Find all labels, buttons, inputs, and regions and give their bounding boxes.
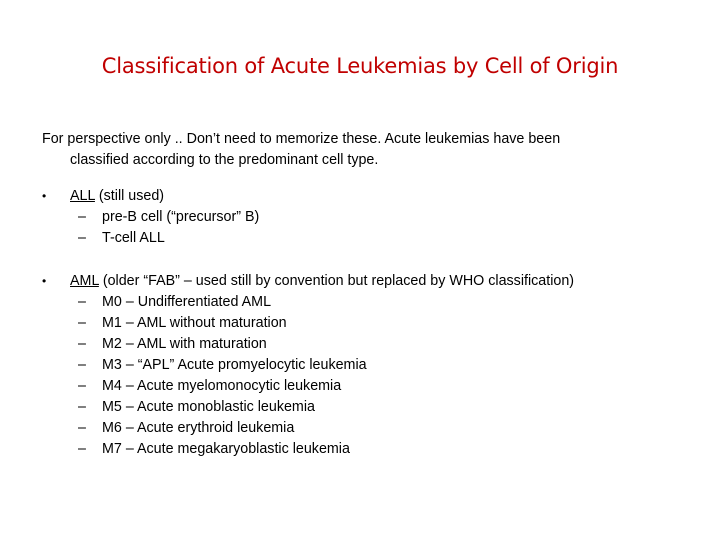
dash: –	[78, 315, 86, 331]
list-item-text: M1 – AML without maturation	[102, 315, 287, 331]
intro-paragraph	[42, 129, 682, 171]
dash: –	[78, 209, 86, 225]
list-item-text: M0 – Undifferentiated AML	[102, 294, 272, 310]
list-item	[78, 334, 367, 355]
intro-line-2: classified according to the predominant cell type.	[70, 152, 379, 168]
dash: –	[78, 441, 86, 457]
dash: –	[78, 378, 86, 394]
aml-abbr: AML	[70, 273, 99, 289]
bullet-dot: •	[42, 274, 47, 288]
all-abbr: ALL	[70, 188, 95, 204]
all-subtypes	[78, 207, 259, 249]
list-item-text: M4 – Acute myelomonocytic leukemia	[102, 378, 342, 394]
list-item	[78, 376, 367, 397]
list-item	[78, 355, 367, 376]
list-item-text: M7 – Acute megakaryoblastic leukemia	[102, 441, 350, 457]
dash: –	[78, 230, 86, 246]
all-heading	[70, 186, 164, 207]
dash: –	[78, 336, 86, 352]
list-item	[78, 397, 367, 418]
list-item	[78, 313, 367, 334]
list-item	[78, 207, 259, 228]
intro-line-1: For perspective only .. Don’t need to memorize these. Acute leukemias have been	[42, 131, 561, 147]
list-item	[78, 292, 367, 313]
list-item-text: M2 – AML with maturation	[102, 336, 267, 352]
aml-subtypes	[78, 292, 367, 460]
list-item-text: M3 – “APL” Acute promyelocytic leukemia	[102, 357, 367, 373]
list-item	[78, 439, 367, 460]
dash: –	[78, 294, 86, 310]
list-item-text: M6 – Acute erythroid leukemia	[102, 420, 295, 436]
bullet-dot: •	[42, 189, 47, 203]
aml-heading	[70, 271, 574, 292]
dash: –	[78, 399, 86, 415]
all-heading-rest: (still used)	[94, 188, 165, 204]
aml-heading-rest: (older “FAB” – used still by convention but replaced by WHO classification)	[98, 273, 575, 289]
list-item-text: M5 – Acute monoblastic leukemia	[102, 399, 315, 415]
slide-title: Classification of Acute Leukemias by Cell of Origin	[101, 54, 619, 78]
list-item	[78, 418, 367, 439]
list-item-text: T-cell ALL	[102, 230, 165, 246]
list-item	[78, 228, 259, 249]
dash: –	[78, 357, 86, 373]
dash: –	[78, 420, 86, 436]
list-item-text: pre-B cell (“precursor” B)	[102, 209, 260, 225]
